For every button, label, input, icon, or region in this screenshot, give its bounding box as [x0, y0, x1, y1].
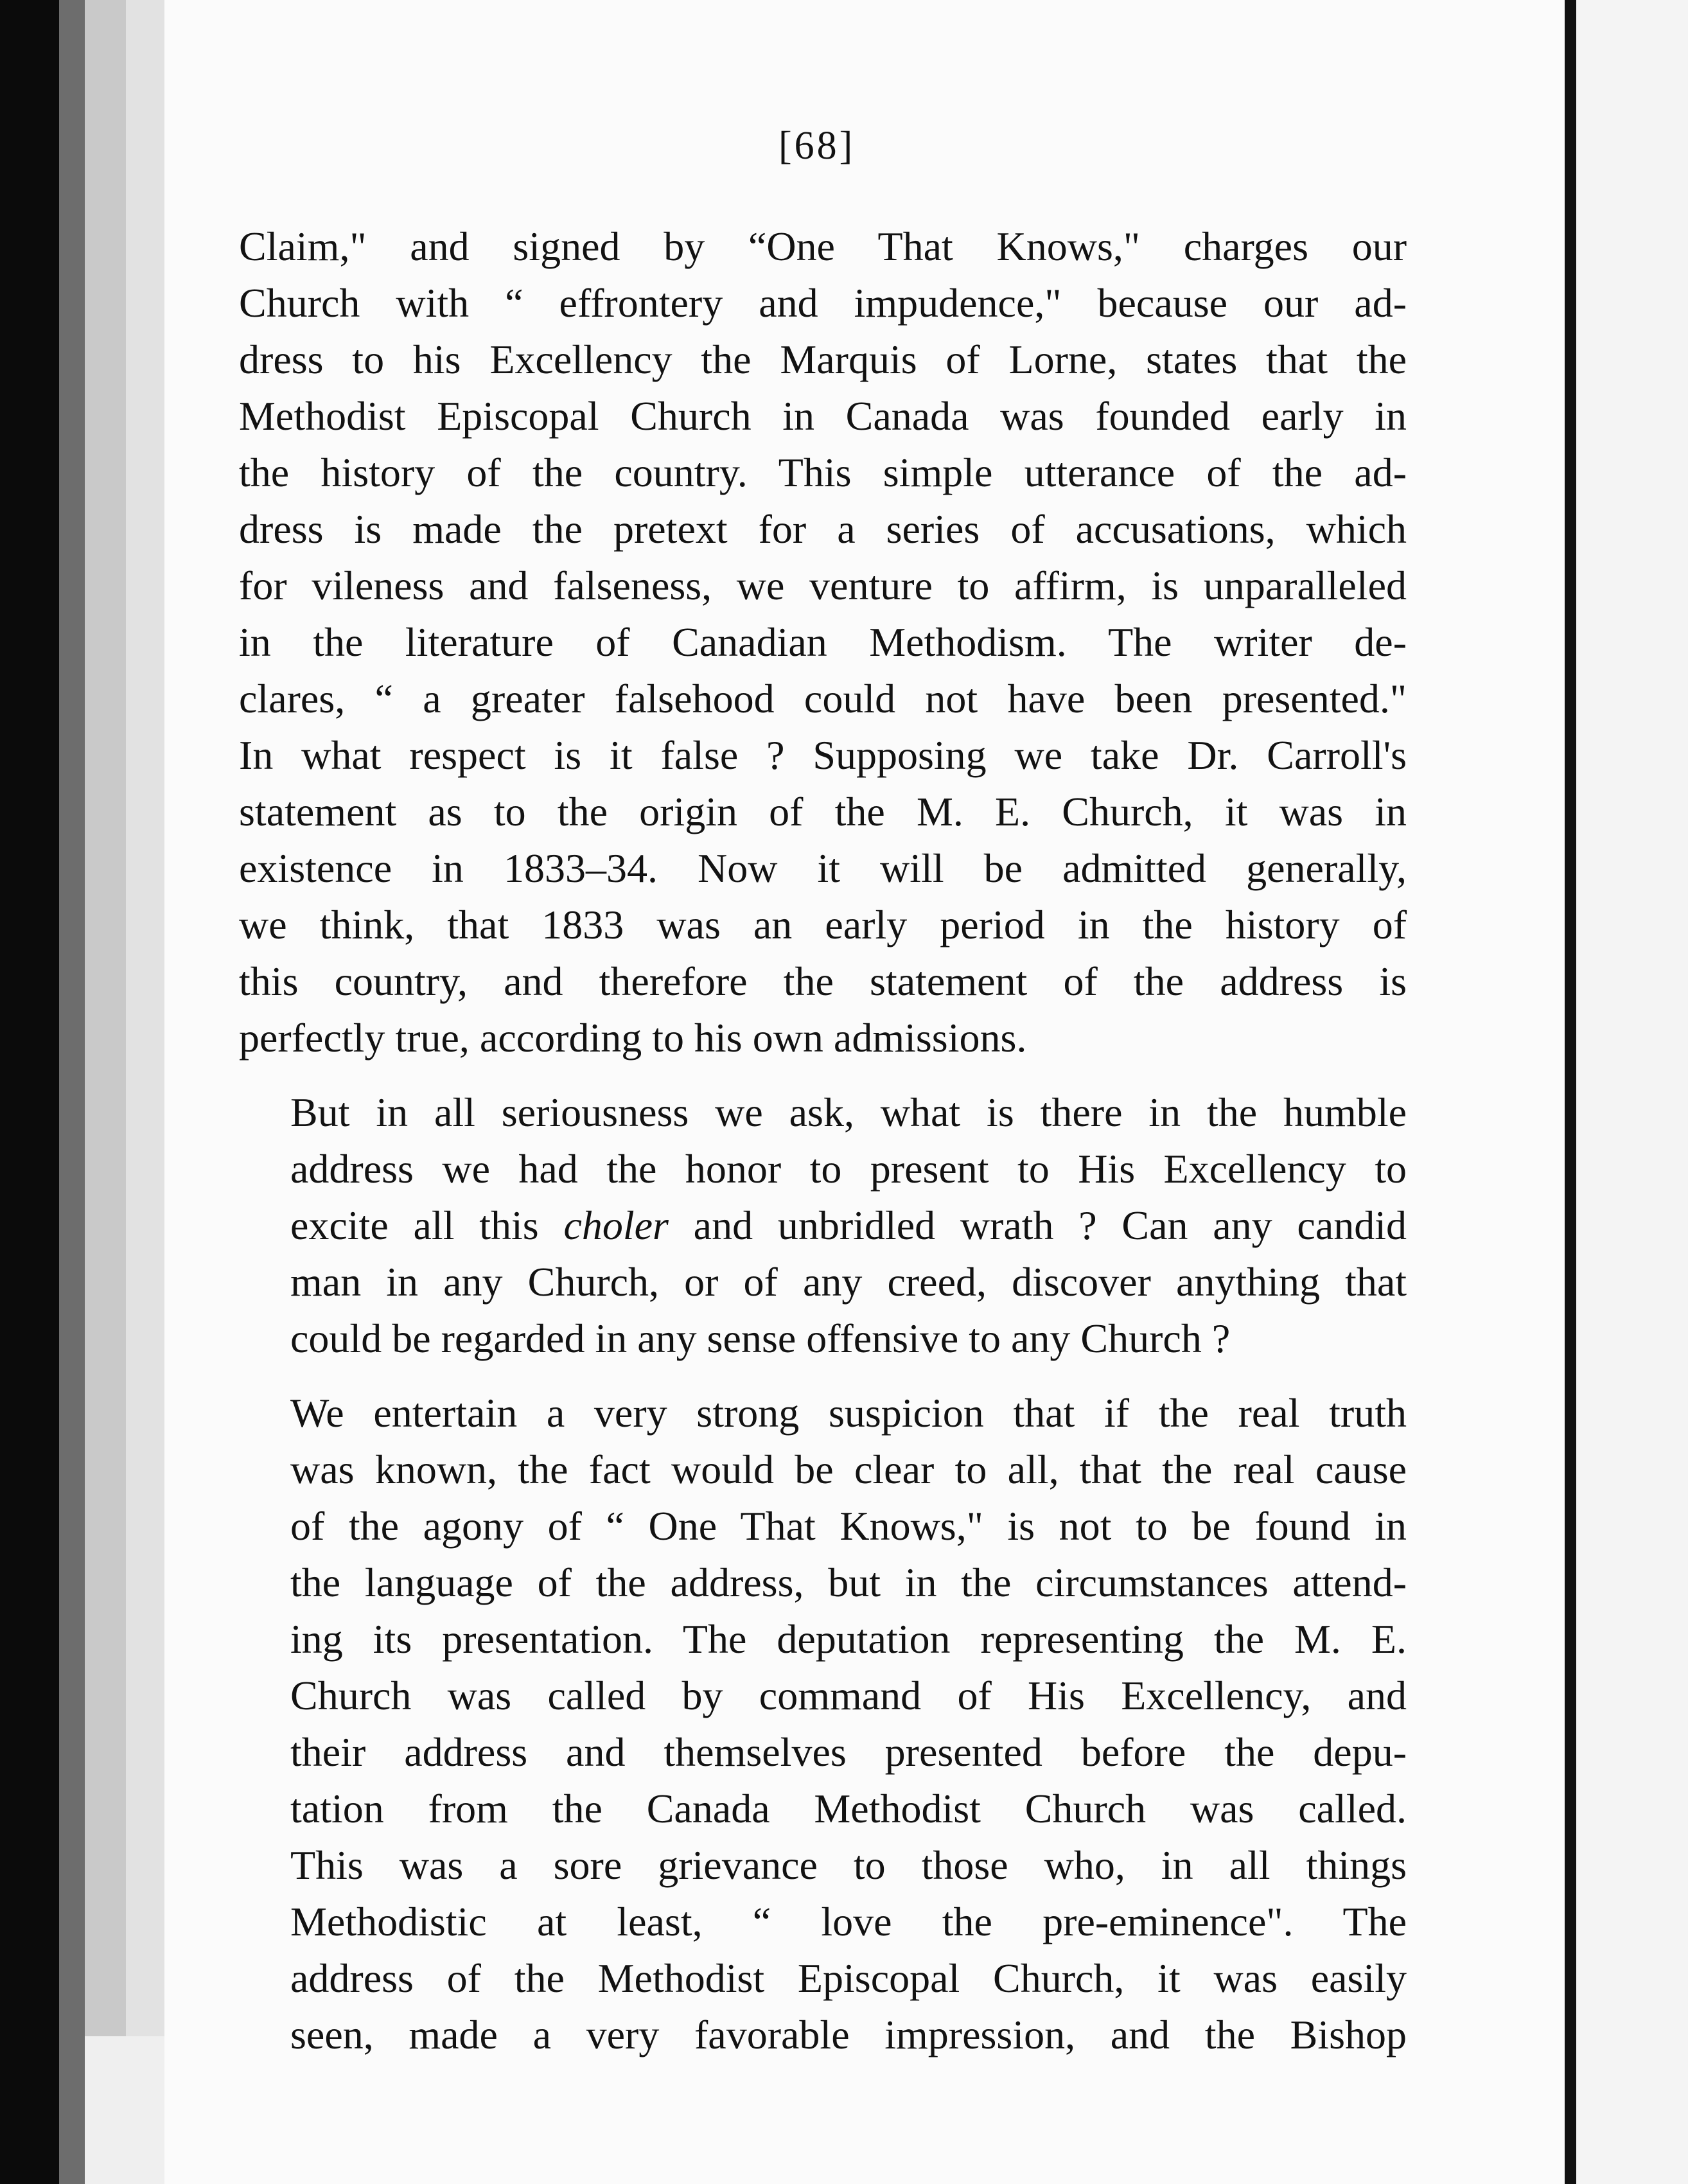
text-line: Church was called by command of His Excellency, and [290, 1673, 1407, 1718]
book-edge [59, 0, 85, 2184]
text-line: address of the Methodist Episcopal Church, it was easily [290, 1955, 1407, 2001]
text-line: dress to his Excellency the Marquis of Lorne, states that the [239, 337, 1407, 382]
text-line: This was a sore grievance to those who, in all things [290, 1842, 1407, 1888]
body-text [239, 218, 1407, 2063]
text-line: for vileness and falseness, we venture to affirm, is unparalleled [239, 563, 1407, 608]
text-line: tation from the Canada Methodist Church was called. [290, 1786, 1407, 1831]
page-stack-edge [85, 0, 126, 2184]
text-line: dress is made the pretext for a series of accusations, which [239, 506, 1407, 552]
facing-page-edge [1576, 0, 1688, 2184]
text-line-with-italic: excite all this choler and unbridled wrath ? Can any candid [290, 1202, 1407, 1248]
text-line: In what respect is it false ? Supposing we take Dr. Carroll's [239, 732, 1407, 778]
text-line: the history of the country. This simple utterance of the ad- [239, 450, 1407, 495]
text-line: their address and themselves presented before the depu- [290, 1729, 1407, 1775]
text-line: Methodist Episcopal Church in Canada was founded early in [239, 393, 1407, 439]
text-line: ing its presentation. The deputation representing the M. E. [290, 1616, 1407, 1662]
italic-word: choler [563, 1202, 669, 1248]
text-line: man in any Church, or of any creed, discover anything that [290, 1259, 1407, 1305]
book-gutter [1565, 0, 1576, 2184]
text-line: Claim," and signed by “One That Knows," charges our [239, 224, 1407, 269]
paragraph-3 [239, 1385, 1407, 2063]
text-line: of the agony of “ One That Knows," is not to be found in [290, 1503, 1407, 1549]
text-line: statement as to the origin of the M. E. Church, it was in [239, 789, 1407, 834]
paragraph-1 [239, 218, 1407, 1066]
text-line: Methodistic at least, “ love the pre-eminence". The [290, 1899, 1407, 1944]
page-number: [68] [778, 124, 856, 168]
scan-border-left [0, 0, 59, 2184]
text-line: Church with “ effrontery and impudence," because our ad- [239, 280, 1407, 326]
text-line: was known, the fact would be clear to all, that the real cause [290, 1447, 1407, 1492]
text-line: we think, that 1833 was an early period in the history of [239, 902, 1407, 947]
text-line: clares, “ a greater falsehood could not have been presented." [239, 676, 1407, 721]
text-line: We entertain a very strong suspicion that if the real truth [290, 1390, 1407, 1436]
text-line: the language of the address, but in the circumstances attend- [290, 1560, 1407, 1605]
text-line: in the literature of Canadian Methodism. The writer de- [239, 619, 1407, 665]
text-line: this country, and therefore the statement of the address is [239, 958, 1407, 1004]
text-line: seen, made a very favorable impression, and the Bishop [290, 2012, 1407, 2057]
text-line: perfectly true, according to his own admissions. [239, 1015, 1027, 1061]
text-line: existence in 1833–34. Now it will be admitted generally, [239, 845, 1407, 891]
text-line: could be regarded in any sense offensive to any Church ? [290, 1316, 1231, 1361]
text-line: But in all seriousness we ask, what is there in the humble [290, 1089, 1407, 1135]
text-line: address we had the honor to present to His Excellency to [290, 1146, 1407, 1192]
paragraph-2 [239, 1084, 1407, 1367]
page-stack-edge-inner [126, 0, 164, 2184]
